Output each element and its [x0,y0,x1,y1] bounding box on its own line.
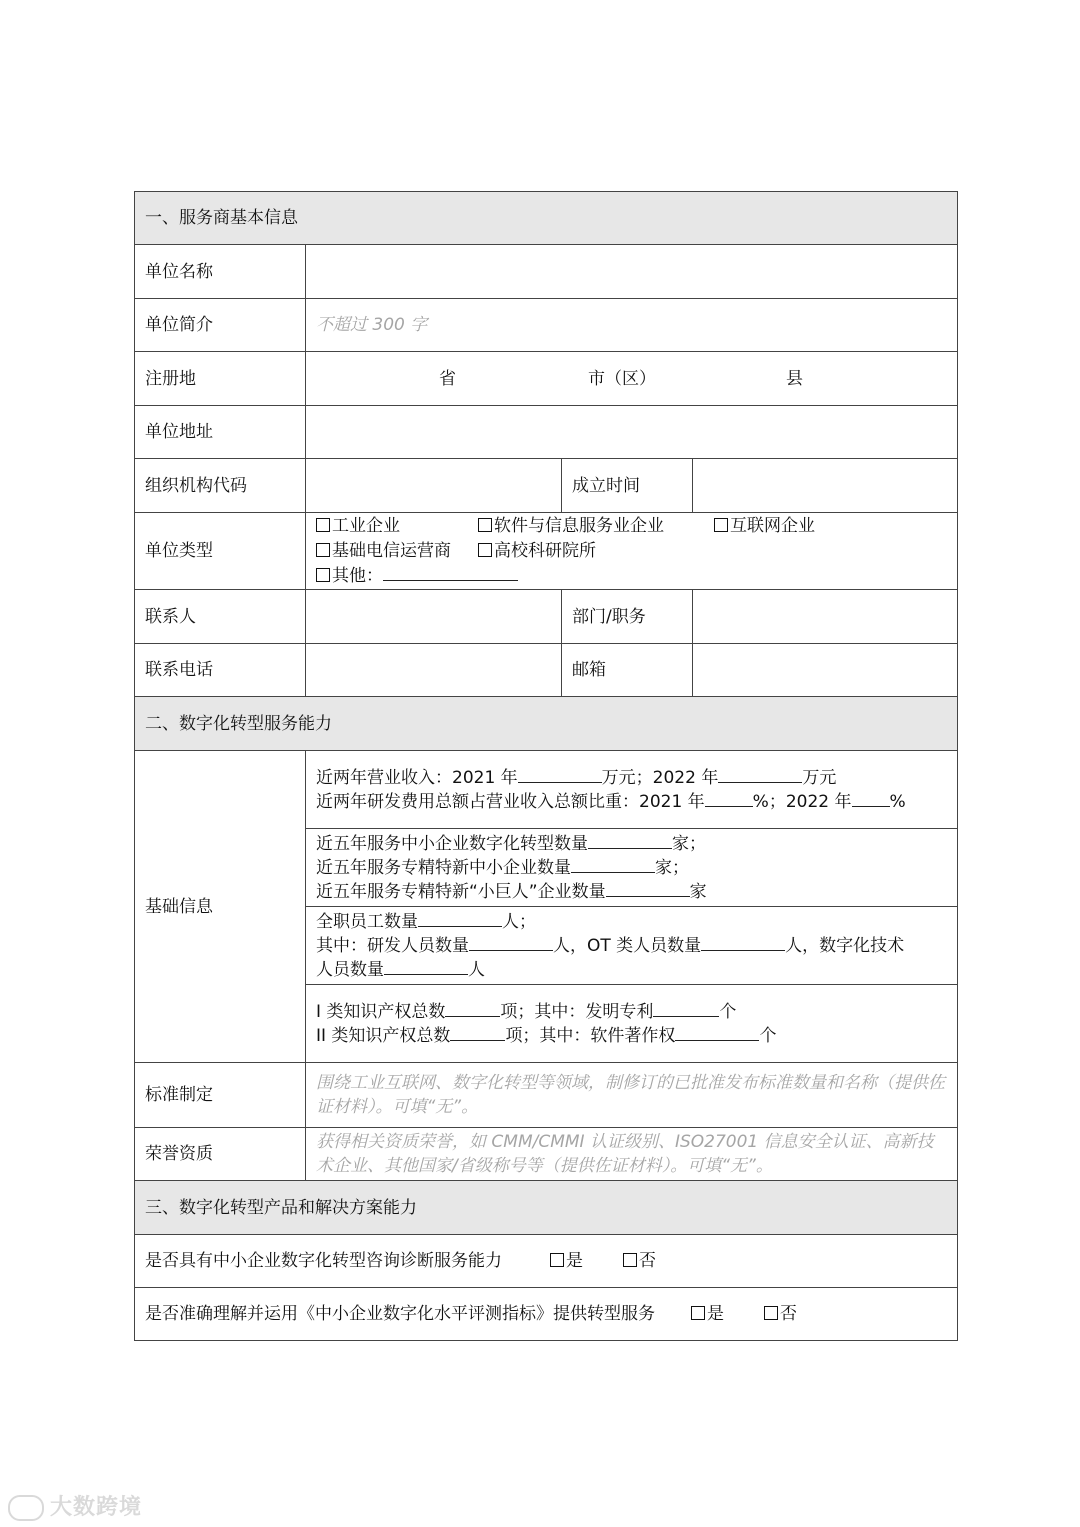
digital-staff-blank[interactable] [384,958,468,975]
service-giant-line: 近五年服务专精特新“小巨人”企业数量 家 [316,881,707,902]
phone-field[interactable] [306,644,562,697]
rd-staff-line: 其中：研发人员数量 人，OT 类人员数量 人，数字化技术 [316,935,905,956]
ip-class2-line: II 类知识产权总数 项；其中：软件著作权 个 [316,1025,777,1046]
checkbox-icon[interactable] [623,1253,637,1267]
ip-class1-blank[interactable] [445,1000,500,1017]
registration-field[interactable] [306,352,958,406]
section1-title: 一、服务商基本信息 [145,208,298,228]
unit-name-field[interactable] [306,245,958,299]
city-label: 市（区） [588,368,656,389]
evaluation-question: 是否准确理解并运用《中小企业数字化水平评测指标》提供转型服务 [145,1304,655,1324]
type-option-other[interactable]: 其他： [316,564,518,589]
unit-intro-label: 单位简介 [135,299,306,352]
rd-ratio-line: 近两年研发费用总额占营业收入总额比重：2021 年 %；2022 年 % [316,791,906,812]
contact-field[interactable] [306,590,562,644]
revenue-2022-blank[interactable] [718,766,802,783]
honors-placeholder: 获得相关资质荣誉，如 CMM/CMMI 认证级别、ISO27001 信息安全认证、高新技术企业、其他国家/省级称号等（提供佐证材料）。可填“无”。 [316,1132,934,1176]
honors-label: 荣誉资质 [135,1128,306,1181]
application-form [134,191,958,1341]
invention-patent-blank[interactable] [653,1000,719,1017]
consulting-question: 是否具有中小企业数字化转型咨询诊断服务能力 [145,1251,502,1271]
type-option-university[interactable]: 高校科研院所 [478,539,596,564]
service-sme-blank[interactable] [588,832,672,849]
rd-ratio-2021-blank[interactable] [705,790,753,807]
founded-label: 成立时间 [562,459,693,513]
evaluation-no-option[interactable]: 否 [764,1302,797,1326]
revenue-2021-blank[interactable] [518,766,602,783]
standards-field[interactable] [306,1063,958,1128]
contact-label: 联系人 [135,590,306,644]
section2-title: 二、数字化转型服务能力 [145,713,332,734]
rd-staff-blank[interactable] [469,934,553,951]
consulting-yes-option[interactable]: 是 [550,1249,583,1273]
checkbox-icon[interactable] [478,518,492,532]
type-option-software[interactable]: 软件与信息服务业企业 [478,514,714,539]
unit-type-label: 单位类型 [135,513,306,590]
unit-intro-field[interactable] [306,299,958,352]
watermark: 大数跨境 [8,1490,142,1521]
staff-cell [306,907,958,985]
consulting-question-row [135,1235,958,1288]
section1-header [135,192,958,245]
email-field[interactable] [693,644,958,697]
evaluation-question-row [135,1288,958,1341]
dept-label: 部门/职务 [562,590,693,644]
checkbox-icon[interactable] [316,518,330,532]
checkbox-icon[interactable] [550,1253,564,1267]
type-option-internet[interactable]: 互联网企业 [714,514,815,539]
revenue-cell [306,751,958,829]
section3-header [135,1181,958,1235]
type-option-industrial[interactable]: 工业企业 [316,514,478,539]
digital-staff-line: 人员数量 人 [316,959,485,980]
standards-label: 标准制定 [135,1063,306,1128]
ip-class2-blank[interactable] [450,1024,505,1041]
service-count-cell [306,829,958,907]
staff-blank[interactable] [418,910,502,927]
revenue-line: 近两年营业收入：2021 年 万元；2022 年 万元 [316,767,837,788]
checkbox-icon[interactable] [478,543,492,557]
section3-title: 三、数字化转型产品和解决方案能力 [145,1197,417,1218]
org-code-field[interactable] [306,459,562,513]
address-label: 单位地址 [135,406,306,459]
other-type-blank[interactable] [383,564,518,581]
unit-name-label: 单位名称 [135,245,306,299]
service-specialized-line: 近五年服务专精特新中小企业数量 家； [316,857,689,878]
founded-field[interactable] [693,459,958,513]
consulting-no-option[interactable]: 否 [623,1249,656,1273]
checkbox-icon[interactable] [714,518,728,532]
checkbox-icon[interactable] [316,543,330,557]
service-specialized-blank[interactable] [571,856,655,873]
staff-line: 全职员工数量 人； [316,911,536,932]
ot-staff-blank[interactable] [701,934,785,951]
section2-header [135,697,958,751]
checkbox-icon[interactable] [691,1306,705,1320]
ip-class1-line: I 类知识产权总数 项；其中：发明专利 个 [316,1001,737,1022]
evaluation-yes-option[interactable]: 是 [691,1302,724,1326]
org-code-label: 组织机构代码 [135,459,306,513]
address-field[interactable] [306,406,958,459]
service-sme-line: 近五年服务中小企业数字化转型数量 家； [316,833,706,854]
rd-ratio-2022-blank[interactable] [852,790,890,807]
county-label: 县 [786,368,803,389]
standards-placeholder: 围绕工业互联网、数字化转型等领域，制修订的已批准发布标准数量和名称（提供佐证材料）。可填“无”。 [316,1073,945,1117]
service-giant-blank[interactable] [606,880,690,897]
dept-field[interactable] [693,590,958,644]
ip-cell [306,985,958,1063]
checkbox-icon[interactable] [316,568,330,582]
honors-field[interactable] [306,1128,958,1181]
registration-label: 注册地 [135,352,306,406]
email-label: 邮箱 [562,644,693,697]
phone-label: 联系电话 [135,644,306,697]
watermark-logo-icon [8,1495,44,1521]
province-label: 省 [439,368,456,389]
software-copyright-blank[interactable] [675,1024,759,1041]
basic-info-label: 基础信息 [135,751,306,1063]
type-option-telecom[interactable]: 基础电信运营商 [316,539,478,564]
checkbox-icon[interactable] [764,1306,778,1320]
unit-intro-placeholder: 不超过 300 字 [316,315,428,335]
unit-type-options [306,513,958,590]
